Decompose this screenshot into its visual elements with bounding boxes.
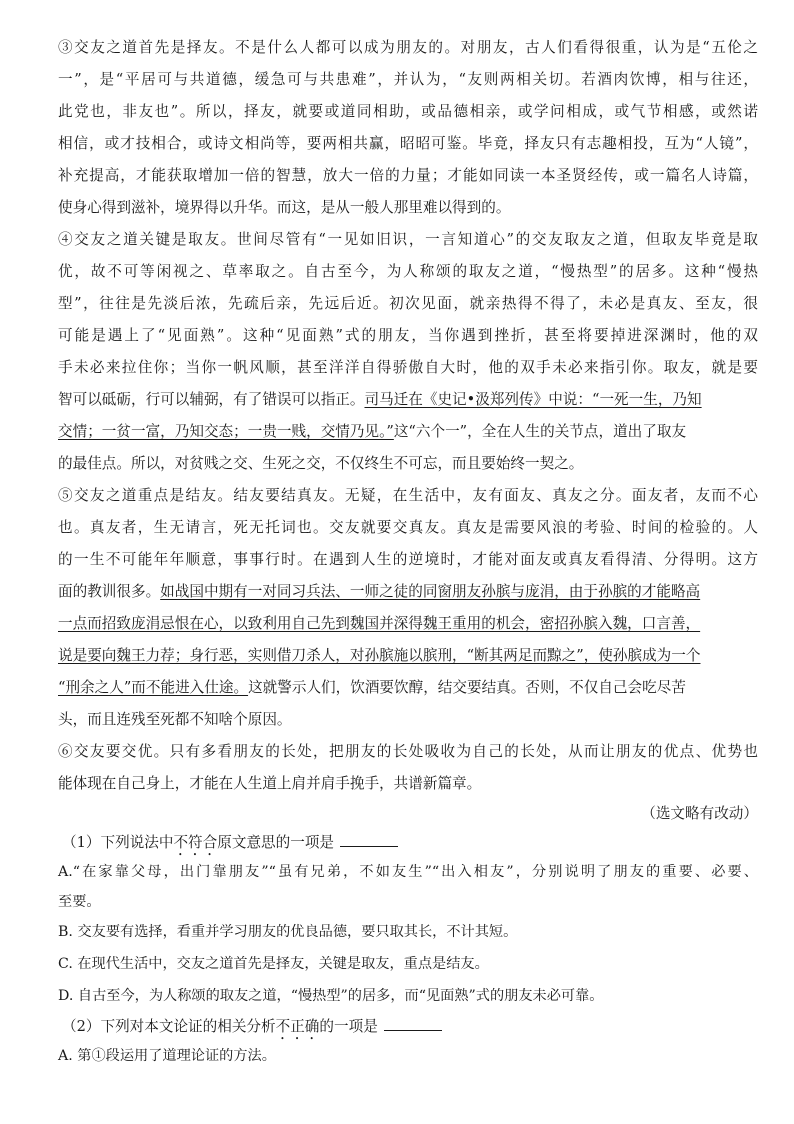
- question-text: 原文意思的一项是: [217, 834, 335, 851]
- underlined-example: 说是要向魏王力荐；身行恶，实则借刀杀人，对孙膑施以膑刑，“断其两足而黥之”，使孙膑成为一个: [58, 647, 701, 664]
- paragraph-6-line: 能体现在自己身上，才能在人生道上肩并肩手挽手，共谱新篇章。: [58, 775, 482, 792]
- source-note: （选文略有改动）: [641, 805, 758, 822]
- paragraph-3-line: 相信，或才技相合，或诗文相尚等，要两相共赢，昭昭可鉴。毕竟，择友只有志趣相投，互为“人镜”，: [58, 135, 758, 152]
- paragraph-4-line: 优，故不可等闲视之、草率取之。自古至今，为人称颂的取友之道，“慢热型”的居多。这种“慢热: [58, 263, 758, 280]
- underlined-quote: 司马迁在《史记•汲郑列传》中说：“一死一生，乃知: [364, 391, 702, 408]
- question-1-stem: [62, 832, 762, 859]
- paragraph-4-line: ④交友之道关键是取友。世间尽管有“一见如旧识，一言知道心”的交友取友之道，但取友毕竟是取: [58, 231, 758, 248]
- question-1-option-b: B. 交友要有选择，看重并学习朋友的优良品德，要只取其长，不计其短。: [58, 924, 518, 940]
- plain-text: 这就警示人们，饮酒要饮醇，结交要结真。否则，不仅自己会吃尽苦: [248, 679, 686, 696]
- paragraph-3-line: 使身心得到滋补，境界得以升华。而这，是从一般人那里难以得到的。: [58, 199, 511, 216]
- paragraph-5-line-example-start: [58, 582, 758, 602]
- emphasized-negation: 不符合: [173, 834, 218, 851]
- question-1-option-c: C. 在现代生活中，交友之道首先是择友，关键是取友，重点是结友。: [58, 956, 489, 972]
- plain-text: 智可以砥砺，行可以辅弼，有了错误可以指正。: [58, 391, 365, 408]
- question-1-option-a: A.“在家靠父母，出门靠朋友”“虽有兄弟，不如友生”“出入相友”，分别说明了朋友的重要、必要、: [58, 864, 758, 880]
- paragraph-5-line: 也。真友者，生无请言，死无托词也。交友就要交真友。真友是需要风浪的考验、时间的检验的。人: [58, 519, 758, 536]
- underlined-example: “刑余之人”而不能进入仕途。: [58, 679, 249, 696]
- answer-blank[interactable]: [384, 1016, 442, 1031]
- paragraph-4-line-quote-start: [58, 390, 758, 410]
- paragraph-4-line: 手未必来拉住你；当你一帆风顺，甚至洋洋自得骄傲自大时，他的双手未必来指引你。取友，就是要: [58, 359, 758, 376]
- question-text: 的一项是: [319, 1018, 378, 1035]
- question-text: （2）下列对本文论证的相关分析: [62, 1018, 276, 1035]
- question-2-option-a: A. 第①段运用了道理论证的方法。: [58, 1048, 276, 1064]
- paragraph-5-line-example: [58, 646, 758, 666]
- underlined-example: 一点而招致庞涓忌恨在心，以致利用自己先到魏国并深得魏王重用的机会，密招孙膑入魏，口言善，: [58, 615, 701, 632]
- plain-text: 这“六个一”，全在人生的关节点，道出了取友: [393, 423, 687, 440]
- paragraph-4-line: 的最佳点。所以，对贫贱之交、生死之交，不仅终生不可忘，而且要始终一契之。: [58, 455, 584, 472]
- plain-text: 面的教训很多。: [58, 583, 161, 600]
- answer-blank[interactable]: [340, 832, 398, 847]
- paragraph-5-line: ⑤交友之道重点是结友。结友要结真友。无疑，在生活中，友有面友、真友之分。面友者，友而不心: [58, 487, 758, 504]
- paragraph-3-line: ③交友之道首先是择友。不是什么人都可以成为朋友的。对朋友，古人们看得很重，认为是“五伦之: [58, 39, 758, 56]
- paragraph-4-line: 型”，往往是先淡后浓，先疏后亲，先远后近。初次见面，就亲热得不得了，未必是真友、至友，很: [58, 295, 758, 312]
- paragraph-4-line-quote-end: [58, 422, 758, 442]
- question-1-option-d: D. 自古至今，为人称颂的取友之道，“慢热型”的居多，而“见面熟”式的朋友未必可靠。: [58, 988, 604, 1004]
- paragraph-5-line-example: [58, 614, 758, 634]
- paragraph-3-line: 此党也，非友也”。所以，择友，就要或道同相助，或品德相亲，或学问相成，或气节相感，或然诺: [58, 103, 758, 120]
- paragraph-5-line: 的一生不可能年年顺意，事事行时。在遇到人生的逆境时，才能对面友或真友看得清、分得明。这方: [58, 551, 758, 568]
- underlined-quote: 交情；一贫一富，乃知交态；一贵一贱，交情乃见。”: [58, 423, 394, 440]
- paragraph-4-line: 可能是遇上了“见面熟”。这种“见面熟”式的朋友，当你遇到挫折，甚至将要掉进深渊时，他的双: [58, 327, 758, 344]
- paragraph-5-line: 头，而且连残至死都不知啥个原因。: [58, 711, 292, 728]
- paragraph-6-line: ⑥交友要交优。只有多看朋友的长处，把朋友的长处吸收为自己的长处，从而让朋友的优点、优势也: [58, 743, 758, 760]
- paragraph-3-line: 补充提高，才能获取增加一倍的智慧，放大一倍的力量；才能如同读一本圣贤经传，或一篇名人诗篇，: [58, 167, 758, 184]
- paragraph-3-line: 一”，是“平居可与共道德，缓急可与共患难”，并认为，“友则两相关切。若酒肉饮博，相与往还，: [58, 71, 758, 88]
- question-2-stem: [62, 1016, 762, 1043]
- underlined-example: 如战国中期有一对同习兵法、一师之徒的同窗朋友孙膑与庞涓，由于孙膑的才能略高: [160, 583, 701, 600]
- emphasized-negation: 不正确: [275, 1018, 320, 1035]
- paragraph-5-line-example-end: [58, 678, 758, 698]
- question-1-option-a-cont: 至要。: [58, 894, 101, 910]
- question-text: （1）下列说法中: [62, 834, 174, 851]
